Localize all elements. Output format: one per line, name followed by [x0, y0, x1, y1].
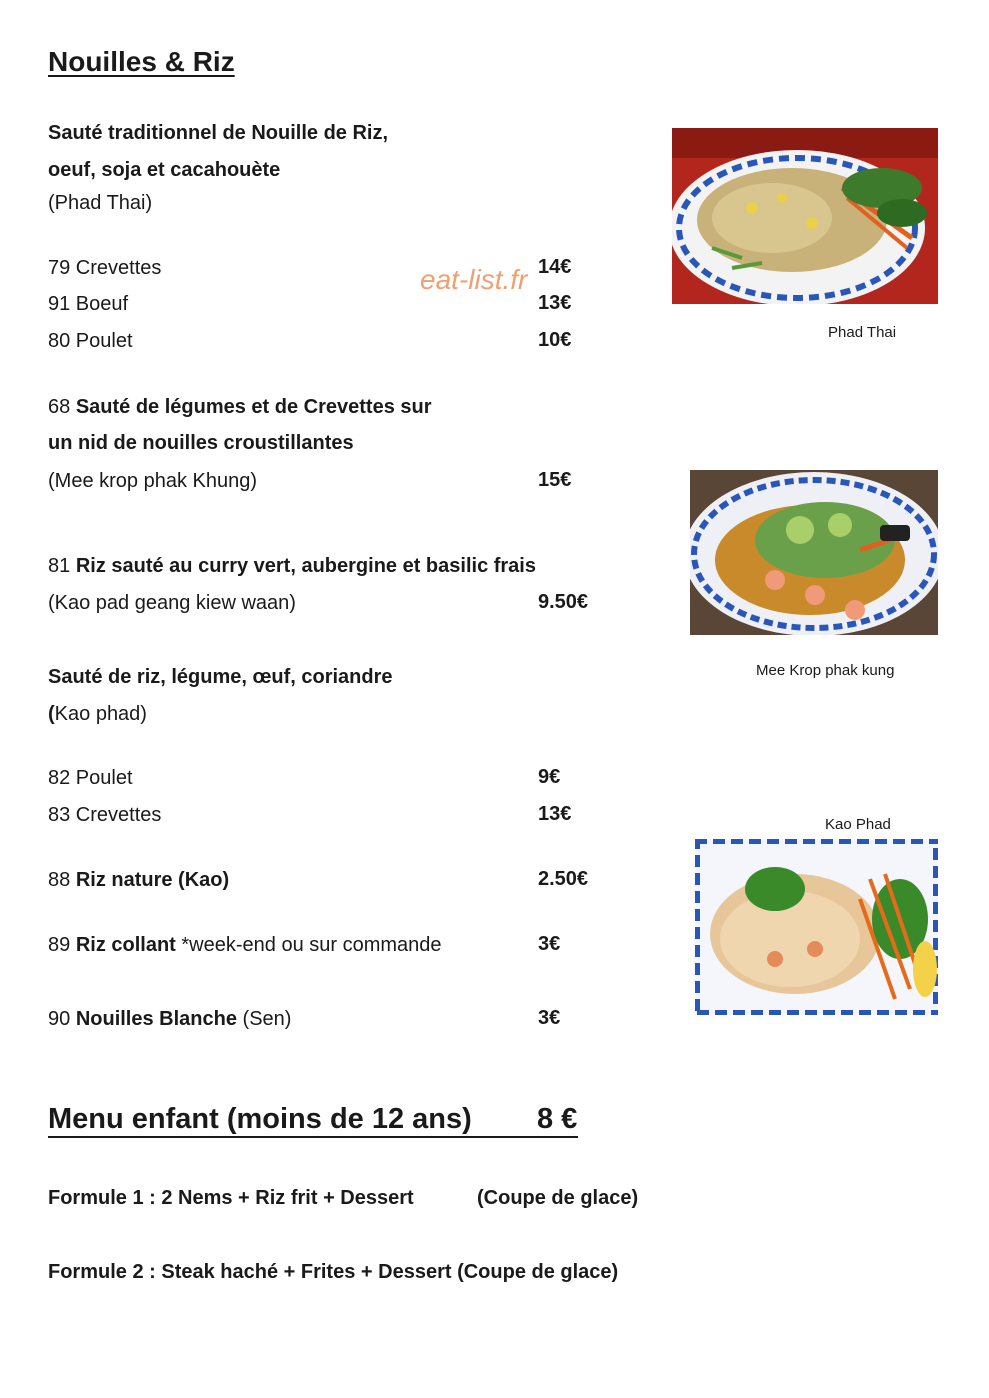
menu-item-label: 82 Poulet: [48, 767, 133, 789]
item-title: Riz collant: [75, 934, 176, 956]
item-title: Sauté de légumes et de Crevettes sur: [75, 396, 432, 418]
item-note: (Sen): [242, 1008, 292, 1030]
mee-krop-title-1: [48, 395, 432, 419]
menu-item-price: 10€: [538, 329, 572, 351]
menu-item-price: 14€: [538, 256, 572, 278]
item-number: 89: [48, 934, 71, 956]
paren: (: [48, 703, 55, 725]
menu-item-price: 9.50€: [538, 591, 589, 613]
item-note: *week-end ou sur commande: [181, 934, 442, 956]
watermark: eat-list.fr: [420, 264, 528, 295]
phad-thai-title-2: oeuf, soja et cacahouète: [48, 159, 281, 181]
menu-item-price: 2.50€: [538, 868, 589, 890]
phad-thai-subtitle: (Phad Thai): [48, 192, 153, 214]
riz-collant: [48, 933, 442, 957]
kao-phad-title: Sauté de riz, légume, œuf, coriandre: [48, 666, 393, 688]
item-title: Riz nature (Kao): [75, 869, 230, 891]
formule-1-note: (Coupe de glace): [477, 1187, 639, 1209]
nouilles-blanche: [48, 1007, 291, 1031]
item-number: 90: [48, 1008, 71, 1030]
menu-item-price: 3€: [538, 933, 561, 955]
kao-phad-caption: Kao Phad: [825, 816, 891, 833]
curry-vert-title: [48, 554, 536, 578]
menu-enfant-underline: [48, 1136, 578, 1138]
kao-phad-photo: [695, 839, 938, 1015]
formule-2: Formule 2 : Steak haché + Frites + Dessert (Coupe de glace): [48, 1261, 619, 1283]
item-title: Riz sauté au curry vert, aubergine et basilic frais: [75, 555, 536, 577]
menu-item-price: 9€: [538, 766, 561, 788]
menu-item-label: 79 Crevettes: [48, 257, 162, 279]
item-number: 68: [48, 396, 71, 418]
menu-item-label: 91 Boeuf: [48, 293, 129, 315]
item-subtitle: Kao phad): [54, 703, 147, 725]
mee-krop-photo: [690, 470, 938, 635]
item-title: Nouilles Blanche: [75, 1008, 237, 1030]
phad-thai-photo: [672, 128, 938, 304]
kao-phad-subtitle: [48, 702, 147, 726]
menu-item-label: 80 Poulet: [48, 330, 133, 352]
item-number: 81: [48, 555, 71, 577]
phad-thai-title-1: Sauté traditionnel de Nouille de Riz,: [48, 122, 389, 144]
mee-krop-title-2: un nid de nouilles croustillantes: [48, 432, 354, 454]
riz-nature: [48, 868, 229, 892]
mee-krop-subtitle: (Mee krop phak Khung): [48, 470, 258, 492]
menu-item-price: 13€: [538, 292, 572, 314]
formule-1: Formule 1 : 2 Nems + Riz frit + Dessert: [48, 1187, 414, 1209]
menu-enfant-title: Menu enfant (moins de 12 ans): [48, 1103, 472, 1135]
page-title: Nouilles & Riz: [48, 46, 235, 77]
menu-item-price: 3€: [538, 1007, 561, 1029]
menu-item-label: 83 Crevettes: [48, 804, 162, 826]
menu-item-price: 13€: [538, 803, 572, 825]
menu-enfant-price: 8 €: [537, 1103, 578, 1135]
mee-krop-caption: Mee Krop phak kung: [756, 662, 895, 679]
menu-item-price: 15€: [538, 469, 572, 491]
curry-vert-subtitle: (Kao pad geang kiew waan): [48, 592, 296, 614]
item-number: 88: [48, 869, 71, 891]
phad-thai-caption: Phad Thai: [828, 324, 897, 341]
